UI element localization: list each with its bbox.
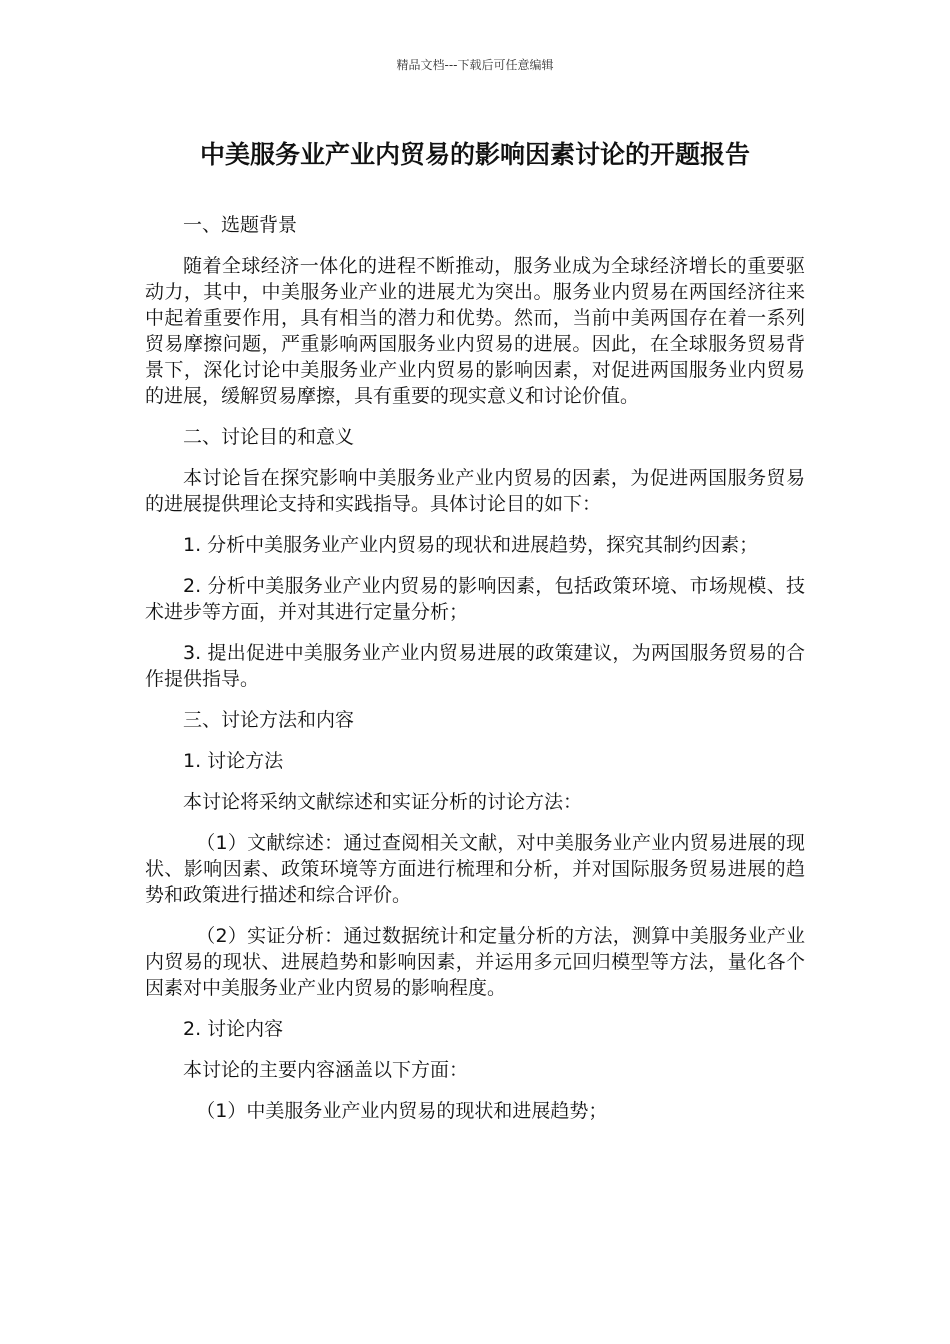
list-item-purpose-1: 1. 分析中美服务业产业内贸易的现状和进展趋势，探究其制约因素； [183,534,759,556]
document-title: 中美服务业产业内贸易的影响因素讨论的开题报告 [199,140,750,169]
list-item-empirical-analysis: （2）实证分析：通过数据统计和定量分析的方法，测算中美服务业产业内贸易的现状、进展趋势和影响因素，并运用多元回归模型等方法，量化各个因素对中美服务业产业内贸易的影响程度。 [145,925,805,999]
subsection-heading-methods: 1. 讨论方法 [183,750,284,772]
subsection-heading-content: 2. 讨论内容 [183,1018,284,1040]
list-item-purpose-3: 3. 提出促进中美服务业产业内贸易进展的政策建议，为两国服务贸易的合作提供指导。 [145,642,805,690]
list-item-purpose-2: 2. 分析中美服务业产业内贸易的影响因素，包括政策环境、市场规模、技术进步等方面，并对其进行定量分析； [145,575,805,623]
paragraph-methods-intro: 本讨论将采纳文献综述和实证分析的讨论方法： [183,791,583,813]
page-header: 精品文档---下载后可任意编辑 [396,58,554,72]
document-body [145,212,805,1139]
paragraph-content-intro: 本讨论的主要内容涵盖以下方面： [183,1059,469,1081]
section-heading-purpose: 二、讨论目的和意义 [183,426,355,448]
section-heading-background: 一、选题背景 [183,214,298,236]
paragraph-background: 随着全球经济一体化的进程不断推动，服务业成为全球经济增长的重要驱动力，其中，中美服务业产业的进展尤为突出。服务业内贸易在两国经济往来中起着重要作用，具有相当的潜力和优势。然而，当前中美两国存在着一系列贸易摩擦问题，严重影响两国服务业内贸易的进展。因此，在全球服务贸易背景下，深化讨论中美服务业产业内贸易的影响因素，对促进两国服务业内贸易的进展，缓解贸易摩擦，具有重要的现实意义和讨论价值。 [145,255,805,407]
paragraph-purpose: 本讨论旨在探究影响中美服务业产业内贸易的因素，为促进两国服务贸易的进展提供理论支持和实践指导。具体讨论目的如下： [145,467,805,515]
list-item-content-1: （1）中美服务业产业内贸易的现状和进展趋势； [196,1100,608,1122]
section-heading-methods: 三、讨论方法和内容 [183,709,355,731]
list-item-literature-review: （1）文献综述：通过查阅相关文献，对中美服务业产业内贸易进展的现状、影响因素、政策环境等方面进行梳理和分析，并对国际服务贸易进展的趋势和政策进行描述和综合评价。 [145,832,805,906]
